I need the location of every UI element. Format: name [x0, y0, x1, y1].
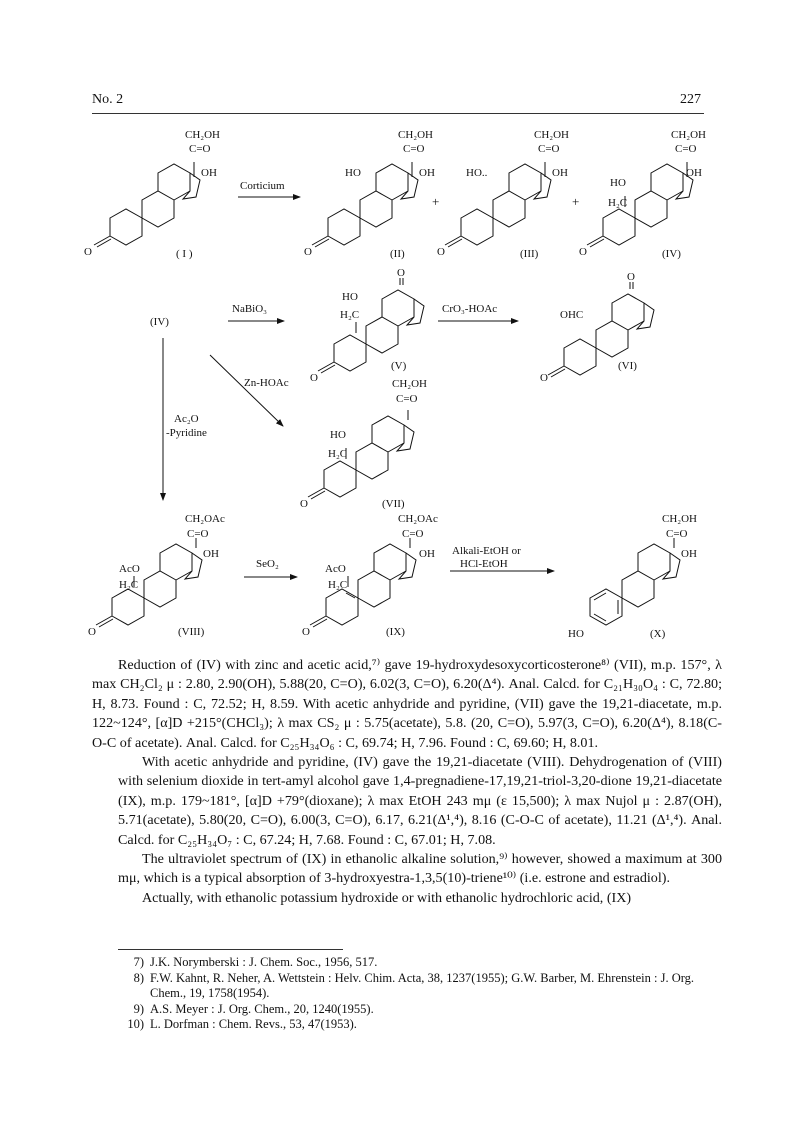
- group-aco: AcO: [325, 563, 346, 575]
- footnote: [118, 971, 722, 1002]
- group-o: O: [579, 246, 587, 258]
- steroid-skeleton: [96, 538, 202, 627]
- footnotes: [118, 955, 722, 1033]
- group-o: O: [88, 626, 96, 638]
- group-oh: OH: [203, 548, 219, 560]
- page-number: 227: [680, 92, 701, 107]
- steroid-skeleton: [587, 162, 693, 247]
- reagent-hcl: HCl-EtOH: [460, 558, 508, 570]
- reagent-cro3: CrO₃-HOAc: [442, 303, 498, 315]
- plus-sign: +: [572, 194, 580, 209]
- group-ch2oh: CH₂OH: [671, 129, 707, 141]
- group-h2c: H₂C: [328, 448, 348, 460]
- reagent-alkali: Alkali-EtOH or: [452, 545, 521, 557]
- paragraph-1: Reduction of (IV) with zinc and acetic acid,⁷⁾ gave 19-hydroxydesoxycorticosterone⁸⁾ (VII), m.p. 157°, λ max CH₂Cl₂ μ : 2.80, 2.90(OH), 5.88(20, C=O), 6.02(3, C=O), 6.20(Δ⁴). Anal. Calcd. for C₂₁H₃₀O₄ : C, 72.80; H, 8.73. Found : C, 72.52; H, 8.59. With acetic anhydride and pyridine, (VII) gave the 19,21-diacetate, m.p. 122~124°, [α]D +215°(CHCl₃); λ max CS₂ μ : 5.75(acetate), 5.8. (20, C=O), 5.97(3, C=O), 6.20(Δ⁴), 8.18(C-O-C of acetate). Anal. Calcd. for C₂₅H₃₄O₆ : C, 69.74; H, 7.96. Found : C, 69.60; H, 8.01.: [92, 657, 722, 751]
- compound-I: [84, 129, 220, 260]
- group-co: C=O: [189, 143, 211, 155]
- compound-VII: [300, 378, 427, 510]
- steroid-skeleton: [310, 538, 416, 627]
- group-ohc: OHC: [560, 309, 584, 321]
- compound-label-VIII: (VIII): [178, 626, 205, 638]
- compound-V: [310, 267, 424, 384]
- compound-label-VII: (VII): [382, 498, 405, 510]
- group-o: O: [84, 246, 92, 258]
- group-ho: HO: [345, 167, 361, 179]
- group-co: C=O: [403, 143, 425, 155]
- compound-label-I: ( I ): [176, 248, 193, 260]
- group-ho-dotted: HO..: [466, 167, 488, 179]
- footnote: [118, 1017, 722, 1033]
- compound-label-II: (II): [390, 248, 405, 260]
- footnote-text: L. Dorfman : Chem. Revs., 53, 47(1953).: [150, 1017, 357, 1032]
- group-ch2oh: CH₂OH: [662, 513, 698, 525]
- footnote-text: A.S. Meyer : J. Org. Chem., 20, 1240(1955).: [150, 1001, 374, 1016]
- group-o: O: [302, 626, 310, 638]
- group-ch2oac: CH₂OAc: [398, 513, 438, 525]
- reaction-scheme: [0, 120, 793, 650]
- steroid-skeleton: [445, 162, 551, 247]
- group-o: O: [310, 372, 318, 384]
- group-h2c: H₂C: [608, 197, 628, 209]
- group-h2c: H₂C: [328, 579, 348, 591]
- compound-IV: [579, 129, 706, 260]
- compound-label-IV: (IV): [662, 248, 681, 260]
- compound-II: [304, 129, 435, 260]
- group-ho: HO: [568, 628, 584, 640]
- group-ch2oh: CH₂OH: [392, 378, 428, 390]
- group-aco: AcO: [119, 563, 140, 575]
- steroid-skeleton: [318, 278, 424, 373]
- group-co: C=O: [187, 528, 209, 540]
- footnote: [118, 955, 722, 971]
- compound-VI: [540, 271, 654, 384]
- group-o: O: [437, 246, 445, 258]
- header-rule: [92, 113, 704, 114]
- body-text: [92, 656, 722, 908]
- reagent-corticium: Corticium: [240, 180, 285, 192]
- journal-issue: No. 2: [92, 92, 124, 107]
- group-co: C=O: [666, 528, 688, 540]
- group-ch2oac: CH₂OAc: [185, 513, 225, 525]
- reagent-nabio3: NaBiO₃: [232, 303, 267, 315]
- compound-label-V: (V): [391, 360, 407, 372]
- steroid-skeleton: [312, 162, 418, 247]
- group-ho: HO: [330, 429, 346, 441]
- footnote-number: 8): [133, 970, 144, 985]
- group-ch2oh: CH₂OH: [534, 129, 570, 141]
- steroid-skeleton: [590, 538, 680, 625]
- compound-IX: [302, 513, 438, 638]
- footnote-text: J.K. Norymberski : J. Chem. Soc., 1956, 517.: [150, 955, 378, 969]
- reagent-zn: Zn-HOAc: [244, 377, 289, 389]
- arrow-zn: [210, 355, 283, 426]
- group-o: O: [304, 246, 312, 258]
- group-ch2oh: CH₂OH: [185, 129, 221, 141]
- compound-label-IV-start: (IV): [150, 316, 169, 328]
- reagent-ac2o: Ac₂O: [174, 413, 199, 425]
- group-o: O: [627, 271, 635, 283]
- paragraph-2: With acetic anhydride and pyridine, (IV) gave the 19,21-diacetate (VIII). Dehydrogenation of (VIII) with selenium dioxide in tert-amyl alcohol gave 1,4-pregnadiene-17,19,21-triol-3,20-dione 19,21-diacetate (IX), m.p. 179~181°, [α]D +79°(dioxane); λ max EtOH 243 mμ (ε 15,500); λ max Nujol μ : 2.87(OH), 5.71(acetate), 5.80(20, C=O), 6.00(3, C=O), 6.17, 6.21(Δ¹,⁴), 8.16 (C-O-C of acetate), 11.21 (Δ¹,⁴). Anal. Calcd. for C₂₅H₃₄O₇ : C, 67.24; H, 7.68. Found : C, 67.01; H, 7.08.: [118, 754, 722, 848]
- steroid-skeleton: [548, 282, 654, 377]
- compound-label-IX: (IX): [386, 626, 405, 638]
- group-co: C=O: [402, 528, 424, 540]
- compound-label-III: (III): [520, 248, 539, 260]
- group-o: O: [300, 498, 308, 510]
- footnote-number: 9): [133, 1001, 144, 1016]
- compound-III: [437, 129, 569, 260]
- group-oh: OH: [201, 167, 217, 179]
- reagent-seo2: SeO₂: [256, 558, 279, 570]
- steroid-skeleton: [94, 162, 200, 247]
- group-h2c: H₂C: [340, 309, 360, 321]
- group-oh: OH: [686, 167, 702, 179]
- footnote: [118, 1002, 722, 1018]
- group-o: O: [397, 267, 405, 279]
- group-oh: OH: [681, 548, 697, 560]
- group-co: C=O: [538, 143, 560, 155]
- footnote-number: 10): [127, 1017, 144, 1032]
- paragraph-4: Actually, with ethanolic potassium hydroxide or with ethanolic hydrochloric acid, (IX): [142, 889, 632, 906]
- compound-label-VI: (VI): [618, 360, 637, 372]
- group-ch2oh: CH₂OH: [398, 129, 434, 141]
- footnote-rule: [118, 949, 343, 950]
- group-oh: OH: [419, 167, 435, 179]
- group-oh: OH: [419, 548, 435, 560]
- compound-label-X: (X): [650, 628, 666, 640]
- group-oh: OH: [552, 167, 568, 179]
- reagent-pyridine: -Pyridine: [166, 427, 207, 439]
- group-ho: HO: [342, 291, 358, 303]
- group-co: C=O: [396, 393, 418, 405]
- plus-sign: +: [432, 194, 440, 209]
- footnote-text: F.W. Kahnt, R. Neher, A. Wettstein : Helv. Chim. Acta, 38, 1237(1955); G.W. Barber, M. Ehrenstein : J. Org. Chem., 19, 1758(1954).: [150, 970, 695, 1001]
- group-h2c: H₂C: [119, 579, 139, 591]
- group-o: O: [540, 372, 548, 384]
- compound-X: [568, 513, 697, 640]
- compound-VIII: [88, 513, 225, 638]
- group-ho: HO: [610, 177, 626, 189]
- group-co: C=O: [675, 143, 697, 155]
- steroid-skeleton: [308, 410, 414, 499]
- footnote-number: 7): [133, 955, 144, 969]
- paragraph-3: The ultraviolet spectrum of (IX) in ethanolic alkaline solution,⁹⁾ however, showed a maximum at 300 mμ, which is a typical absorption of 3-hydroxyestra-1,3,5(10)-triene¹⁰⁾ (i.e. estrone and estradiol).: [118, 851, 722, 887]
